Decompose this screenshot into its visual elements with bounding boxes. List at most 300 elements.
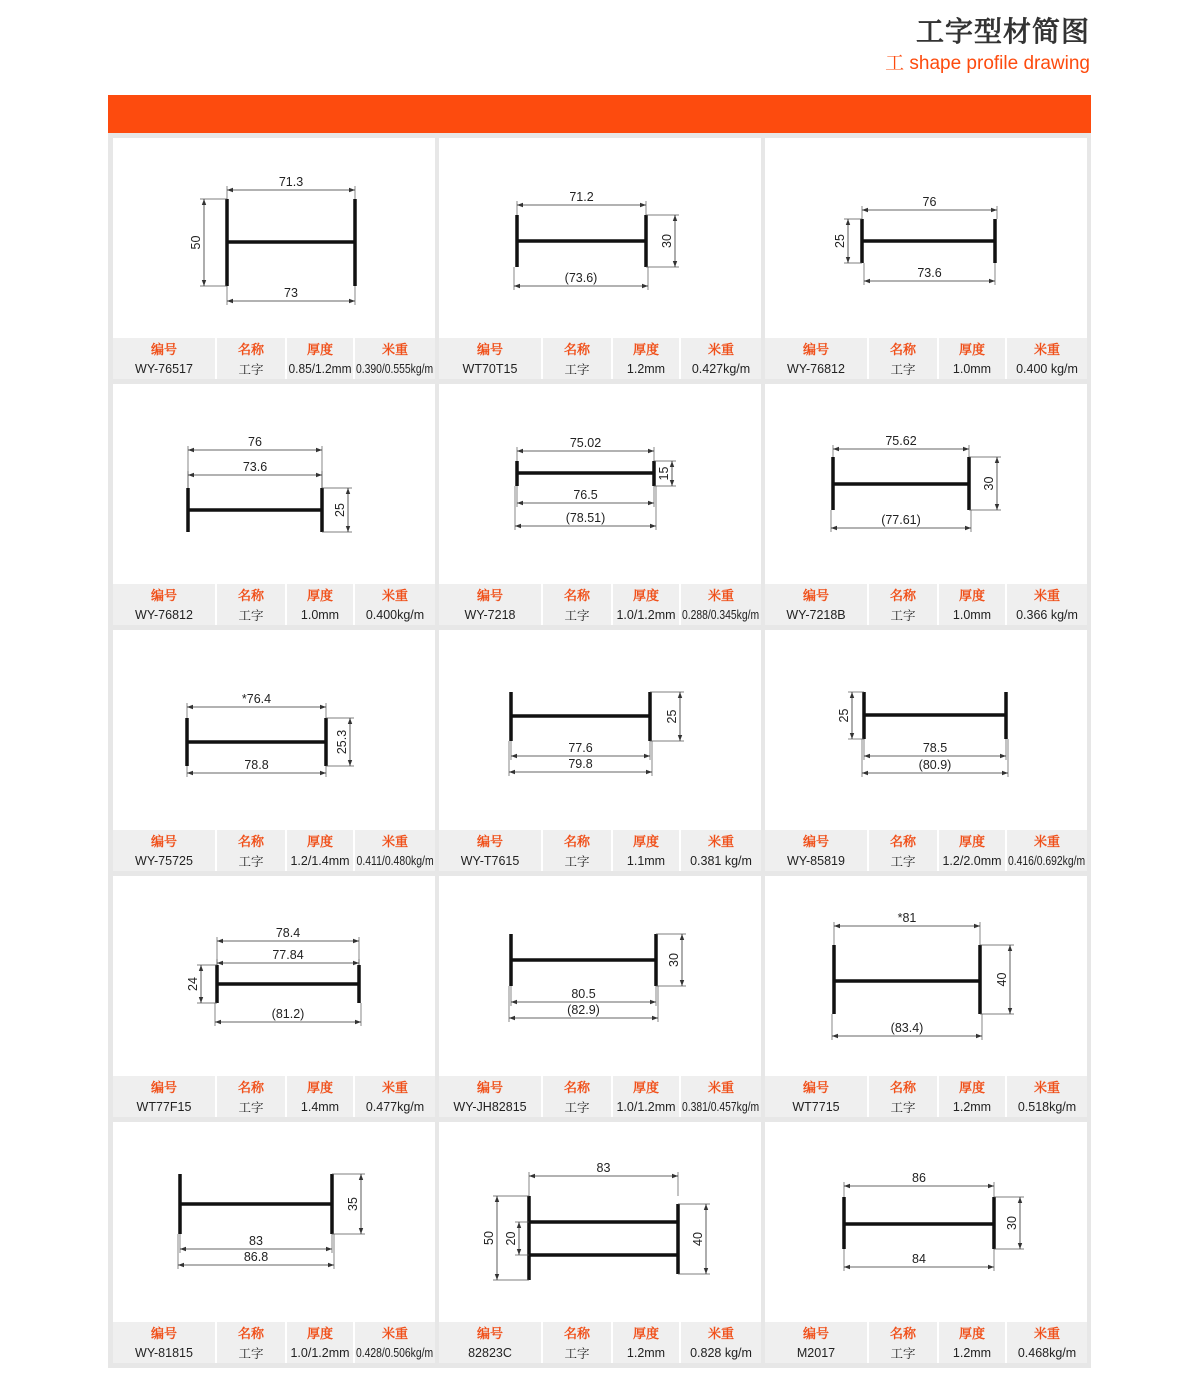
dimension-arrow (988, 1265, 994, 1269)
spec-header-label: 名称 (563, 341, 590, 357)
spec-value-text: WY-81815 (135, 1345, 193, 1360)
dimension-arrow (199, 997, 203, 1003)
spec-cell-thickness (613, 338, 679, 379)
spec-cell-thickness (287, 584, 353, 625)
dimension-label: 86 (912, 1171, 926, 1185)
spec-value-name (217, 850, 285, 871)
spec-header-label: 厚度 (958, 587, 985, 603)
spec-header-label: 编号 (802, 1079, 829, 1095)
dimension-arrow (320, 705, 326, 709)
spec-cell-weight (1007, 1322, 1087, 1363)
spec-cell-weight (355, 1322, 435, 1363)
dimension-label: 24 (186, 977, 200, 991)
spec-value-thickness (287, 1342, 353, 1363)
spec-cell-name (217, 1322, 285, 1363)
dimension-arrow (673, 261, 677, 267)
spec-header-label: 米重 (707, 587, 734, 603)
dimension-arrow (864, 279, 870, 283)
spec-header-code (765, 1322, 867, 1342)
spec-header-weight (1007, 1076, 1087, 1096)
dimension-arrow (680, 980, 684, 986)
spec-value-text: 工字 (890, 1100, 916, 1115)
profile-drawing (765, 138, 1087, 338)
spec-header-weight (1007, 338, 1087, 358)
spec-header-label: 厚度 (632, 1079, 659, 1095)
dimension-label: 35 (346, 1197, 360, 1211)
spec-cell-weight (681, 830, 761, 871)
spec-header-weight (1007, 830, 1087, 850)
spec-value-text: WY-T7615 (460, 853, 520, 868)
spec-table (113, 338, 435, 379)
dimension-arrow (359, 1174, 363, 1180)
spec-cell-code (113, 338, 215, 379)
spec-header-label: 名称 (889, 1325, 916, 1341)
dimension-arrow (678, 692, 682, 698)
spec-header-label: 名称 (563, 1079, 590, 1095)
spec-table (439, 1322, 761, 1363)
spec-table (113, 830, 435, 871)
dimension-label: 40 (691, 1232, 705, 1246)
spec-header-label: 名称 (889, 1079, 916, 1095)
spec-cell-thickness (939, 830, 1005, 871)
spec-value-code (113, 604, 215, 625)
profile-drawing (113, 630, 435, 830)
dimension-arrow (215, 1020, 221, 1024)
spec-value-weight (355, 1342, 435, 1363)
spec-value-thickness (939, 604, 1005, 625)
spec-value-text: WY-76812 (787, 361, 845, 376)
dimension-label: (83.4) (890, 1021, 924, 1035)
spec-header-name (869, 584, 937, 604)
spec-cell-weight (681, 584, 761, 625)
spec-header-label: 厚度 (632, 341, 659, 357)
spec-header-label: 名称 (237, 1079, 264, 1095)
spec-cell-code (765, 338, 867, 379)
dimension-arrow (850, 692, 854, 698)
spec-header-label: 米重 (1033, 1079, 1060, 1095)
spec-value-text: 1.0/1.2mm (616, 607, 676, 622)
dimension-arrow (187, 771, 193, 775)
dimension-arrow (862, 771, 868, 775)
dimension-label: (73.6) (564, 271, 598, 285)
spec-header-thickness (613, 338, 679, 358)
spec-value-name (217, 604, 285, 625)
spec-header-code (113, 1076, 215, 1096)
spec-header-name (217, 1322, 285, 1342)
spec-value-weight (355, 358, 435, 379)
spec-value-name (869, 1096, 937, 1117)
spec-header-code (439, 830, 541, 850)
dimension-arrow (991, 208, 997, 212)
spec-value-weight (1007, 850, 1087, 871)
dimension-arrow (227, 299, 233, 303)
spec-cell-thickness (287, 338, 353, 379)
dimension-label: 30 (1005, 1216, 1019, 1230)
spec-value-text: 0.288/0.345kg/m (682, 607, 760, 622)
dimension-arrow (359, 1228, 363, 1234)
spec-header-label: 编号 (476, 833, 503, 849)
dimension-label: 83 (596, 1161, 611, 1175)
spec-header-name (869, 1322, 937, 1342)
spec-cell-name (869, 1322, 937, 1363)
dimension-arrow (646, 770, 652, 774)
spec-header-thickness (939, 1322, 1005, 1342)
dimension-arrow (642, 284, 648, 288)
spec-value-text: WT77F15 (136, 1099, 192, 1114)
spec-cell-thickness (287, 1076, 353, 1117)
spec-value-text: 1.2/2.0mm (942, 853, 1002, 868)
spec-value-code (113, 850, 215, 871)
spec-value-text: 工字 (890, 608, 916, 623)
spec-table (765, 830, 1087, 871)
dimension-arrow (509, 770, 515, 774)
spec-header-name (217, 1076, 285, 1096)
spec-value-text: WY-7218 (464, 607, 516, 622)
spec-value-text: 1.2mm (952, 1345, 992, 1360)
dimension-label: 71.2 (569, 190, 594, 204)
spec-value-text: WY-7218B (786, 607, 846, 622)
spec-value-text: 0.416/0.692kg/m (1008, 853, 1086, 868)
spec-cell-name (869, 830, 937, 871)
dimension-arrow (320, 771, 326, 775)
spec-cell-thickness (939, 1076, 1005, 1117)
profile-card (765, 1122, 1087, 1363)
spec-value-text: WY-76812 (135, 607, 193, 622)
spec-table (113, 584, 435, 625)
spec-table (113, 1322, 435, 1363)
dimension-arrow (353, 961, 359, 965)
dimension-arrow (511, 1000, 517, 1004)
spec-cell-weight (355, 584, 435, 625)
spec-cell-thickness (287, 1322, 353, 1363)
dimension-arrow (517, 501, 523, 505)
profile-card (765, 876, 1087, 1117)
spec-header-thickness (287, 1076, 353, 1096)
spec-value-text: 1.2mm (952, 1099, 992, 1114)
spec-cell-code (113, 584, 215, 625)
spec-value-weight (1007, 358, 1087, 379)
spec-header-weight (681, 338, 761, 358)
spec-cell-thickness (939, 584, 1005, 625)
profile-drawing (439, 630, 761, 830)
spec-table (439, 584, 761, 625)
spec-header-label: 厚度 (306, 587, 333, 603)
spec-value-text: WT7715 (792, 1099, 840, 1114)
dimension-label: 76 (922, 195, 937, 209)
spec-value-text: 1.0mm (952, 607, 992, 622)
dimension-arrow (495, 1196, 499, 1202)
dimension-arrow (704, 1268, 708, 1274)
dimension-label: 79.8 (568, 757, 593, 771)
dimension-arrow (1002, 771, 1008, 775)
spec-value-text: 工字 (564, 362, 590, 377)
profile-drawing (439, 876, 761, 1076)
dimension-label: 86.8 (243, 1250, 269, 1264)
spec-value-text: 1.0/1.2mm (616, 1099, 676, 1114)
spec-header-label: 编号 (802, 1325, 829, 1341)
spec-cell-code (765, 1076, 867, 1117)
spec-header-code (113, 1322, 215, 1342)
dimension-arrow (316, 448, 322, 452)
spec-header-thickness (939, 338, 1005, 358)
dimension-arrow (326, 1247, 332, 1251)
spec-header-thickness (287, 830, 353, 850)
dimension-arrow (988, 1184, 994, 1188)
dimension-arrow (178, 1263, 184, 1267)
spec-header-label: 名称 (563, 587, 590, 603)
spec-header-label: 名称 (889, 341, 916, 357)
dimension-label: 73.6 (917, 266, 942, 280)
spec-value-code (765, 1096, 867, 1117)
spec-value-thickness (287, 850, 353, 871)
profile-card (113, 630, 435, 871)
profile-drawing (113, 138, 435, 338)
spec-value-weight (1007, 1342, 1087, 1363)
spec-header-label: 编号 (150, 833, 177, 849)
spec-value-thickness (939, 358, 1005, 379)
spec-header-label: 米重 (381, 833, 408, 849)
spec-value-weight (355, 604, 435, 625)
spec-table (439, 1076, 761, 1117)
spec-value-weight (1007, 604, 1087, 625)
dimension-arrow (188, 448, 194, 452)
spec-value-text: 0.518kg/m (1017, 1099, 1077, 1114)
spec-header-code (765, 584, 867, 604)
spec-value-weight (681, 358, 761, 379)
spec-cell-weight (681, 338, 761, 379)
dimension-arrow (349, 188, 355, 192)
profile-card (439, 630, 761, 871)
profile-card (765, 384, 1087, 625)
profile-card (439, 138, 761, 379)
dimension-arrow (648, 449, 654, 453)
spec-header-name (217, 830, 285, 850)
spec-value-text: 82823C (468, 1345, 512, 1360)
spec-header-label: 厚度 (306, 341, 333, 357)
dimension-arrow (995, 457, 999, 463)
dimension-label: (78.51) (565, 511, 606, 525)
spec-cell-name (217, 1076, 285, 1117)
spec-value-text: 1.1mm (626, 853, 666, 868)
spec-header-thickness (287, 338, 353, 358)
dimension-label: 50 (189, 235, 203, 250)
spec-table (439, 830, 761, 871)
spec-header-code (765, 830, 867, 850)
dimension-label: 73 (284, 286, 298, 300)
spec-header-label: 编号 (476, 587, 503, 603)
spec-value-text: 0.400 kg/m (1016, 361, 1078, 376)
spec-cell-code (439, 1076, 541, 1117)
dimension-arrow (514, 284, 520, 288)
dimension-arrow (202, 199, 206, 205)
spec-header-label: 编号 (476, 1325, 503, 1341)
dimension-arrow (180, 1247, 186, 1251)
spec-header-name (217, 338, 285, 358)
spec-header-name (543, 1076, 611, 1096)
spec-value-text: 1.0mm (952, 361, 992, 376)
spec-header-name (217, 584, 285, 604)
dimension-arrow (328, 1263, 334, 1267)
spec-header-label: 米重 (707, 341, 734, 357)
spec-cell-weight (355, 338, 435, 379)
dimension-label: 15 (657, 466, 671, 481)
spec-value-weight (355, 1096, 435, 1117)
spec-cell-code (113, 1076, 215, 1117)
dimension-arrow (517, 449, 523, 453)
dimension-label: 76.5 (573, 488, 598, 502)
spec-header-label: 厚度 (306, 1325, 333, 1341)
spec-header-weight (355, 584, 435, 604)
spec-header-weight (1007, 584, 1087, 604)
spec-header-label: 米重 (381, 341, 408, 357)
spec-header-weight (681, 1076, 761, 1096)
dimension-arrow (529, 1174, 535, 1178)
profile-card (113, 1122, 435, 1363)
spec-value-thickness (613, 1342, 679, 1363)
profile-card (113, 138, 435, 379)
dimension-arrow (199, 965, 203, 971)
profile-grid (108, 133, 1091, 1368)
spec-header-thickness (613, 1076, 679, 1096)
dimension-label: 20 (504, 1231, 518, 1246)
profile-card (113, 384, 435, 625)
dimension-arrow (640, 203, 646, 207)
dimension-label: 25 (333, 503, 347, 517)
spec-cell-name (543, 1076, 611, 1117)
spec-header-label: 厚度 (306, 1079, 333, 1095)
spec-header-label: 名称 (237, 341, 264, 357)
dimension-arrow (672, 1174, 678, 1178)
dimension-label: 30 (667, 953, 681, 967)
dimension-label: (81.2) (271, 1007, 305, 1021)
dimension-label: 80.5 (571, 987, 596, 1001)
spec-value-text: 0.411/0.480kg/m (356, 853, 434, 868)
spec-value-name (217, 1342, 285, 1363)
spec-header-name (543, 830, 611, 850)
dimension-arrow (850, 733, 854, 739)
spec-value-thickness (939, 1342, 1005, 1363)
dimension-arrow (346, 526, 350, 532)
spec-header-thickness (613, 1322, 679, 1342)
spec-value-text: WY-76517 (135, 361, 193, 376)
spec-cell-weight (355, 830, 435, 871)
spec-cell-code (113, 830, 215, 871)
spec-header-label: 名称 (237, 833, 264, 849)
spec-value-text: 工字 (890, 854, 916, 869)
dimension-label: 30 (982, 476, 996, 491)
spec-value-text: WT70T15 (462, 361, 518, 376)
spec-cell-weight (1007, 1076, 1087, 1117)
spec-header-label: 米重 (1033, 1325, 1060, 1341)
spec-cell-weight (1007, 338, 1087, 379)
spec-header-label: 厚度 (958, 341, 985, 357)
accent-bar (108, 95, 1091, 133)
spec-table (765, 1076, 1087, 1117)
spec-value-text: 1.2mm (626, 1345, 666, 1360)
spec-header-label: 米重 (1033, 833, 1060, 849)
dimension-arrow (217, 961, 223, 965)
dimension-label: 76 (248, 435, 262, 449)
spec-value-text: 工字 (238, 1346, 264, 1361)
dimension-arrow (844, 1184, 850, 1188)
spec-header-label: 厚度 (632, 1325, 659, 1341)
dimension-arrow (1018, 1197, 1022, 1203)
dimension-arrow (846, 257, 850, 263)
dimension-label: 75.02 (569, 436, 602, 450)
spec-header-weight (681, 830, 761, 850)
spec-value-thickness (939, 850, 1005, 871)
dimension-arrow (1018, 1243, 1022, 1249)
spec-value-text: WY-75725 (135, 853, 193, 868)
spec-header-weight (681, 584, 761, 604)
dimension-label: 75.62 (885, 434, 917, 448)
spec-table (113, 1076, 435, 1117)
spec-value-weight (681, 604, 761, 625)
dimension-arrow (678, 735, 682, 741)
spec-cell-thickness (939, 338, 1005, 379)
spec-value-weight (681, 1096, 761, 1117)
dimension-arrow (349, 299, 355, 303)
profile-drawing (765, 384, 1087, 584)
spec-header-thickness (939, 830, 1005, 850)
spec-value-name (217, 358, 285, 379)
spec-header-code (113, 584, 215, 604)
spec-header-code (113, 338, 215, 358)
dimension-arrow (670, 461, 674, 467)
dimension-arrow (976, 1034, 982, 1038)
dimension-label: 83 (249, 1234, 263, 1248)
dimension-arrow (862, 208, 868, 212)
dimension-arrow (831, 526, 837, 530)
spec-header-label: 厚度 (306, 833, 333, 849)
dimension-label: 25.3 (335, 729, 349, 755)
spec-value-code (765, 1342, 867, 1363)
spec-cell-weight (1007, 830, 1087, 871)
page-title: 工字型材简图 (915, 16, 1090, 47)
spec-value-text: 工字 (238, 362, 264, 377)
dimension-arrow (864, 754, 870, 758)
spec-cell-name (217, 830, 285, 871)
spec-header-thickness (613, 830, 679, 850)
spec-cell-name (869, 338, 937, 379)
spec-header-weight (681, 1322, 761, 1342)
dimension-label: *76.4 (241, 692, 272, 706)
spec-value-text: 1.2/1.4mm (290, 853, 350, 868)
spec-cell-thickness (613, 830, 679, 871)
spec-cell-weight (681, 1322, 761, 1363)
spec-value-text: 工字 (564, 1100, 590, 1115)
spec-header-thickness (287, 1322, 353, 1342)
dimension-arrow (495, 1274, 499, 1280)
spec-table (765, 584, 1087, 625)
spec-value-code (765, 850, 867, 871)
spec-table (765, 1322, 1087, 1363)
spec-header-code (113, 830, 215, 850)
spec-value-code (439, 604, 541, 625)
spec-header-label: 米重 (707, 1325, 734, 1341)
spec-header-thickness (613, 584, 679, 604)
profile-card (765, 630, 1087, 871)
spec-value-code (439, 358, 541, 379)
dimension-label: 71.3 (278, 175, 304, 189)
profile-drawing (439, 384, 761, 584)
dimension-arrow (673, 215, 677, 221)
spec-value-name (543, 1342, 611, 1363)
spec-value-code (765, 358, 867, 379)
spec-value-text: 0.381 kg/m (690, 853, 752, 868)
spec-value-text: 工字 (564, 854, 590, 869)
spec-value-text: 1.4mm (300, 1099, 340, 1114)
